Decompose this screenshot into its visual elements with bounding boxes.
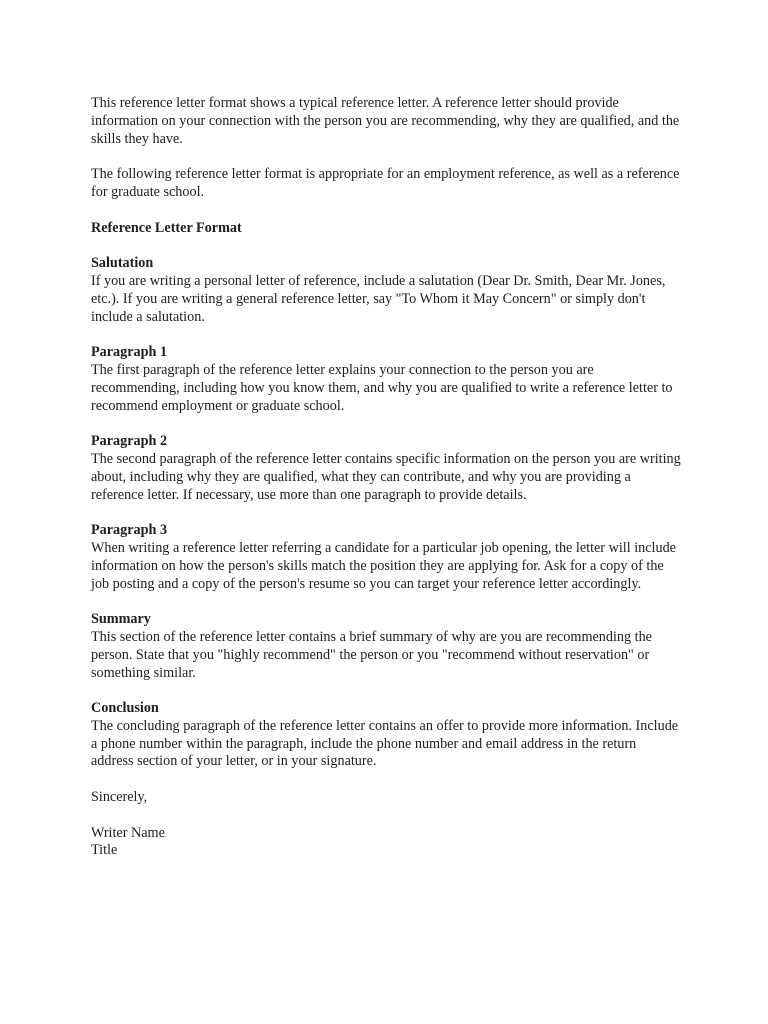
section-body: The second paragraph of the reference letter contains specific information on the person you are writing about, including why they are qualified, what they can contribute, and why you are providing a reference letter. If necessary, use more than one paragraph to provide details. <box>91 450 681 503</box>
section-heading: Paragraph 2 <box>91 433 168 450</box>
document-page <box>91 95 681 860</box>
section-body: When writing a reference letter referring a candidate for a particular job opening, the letter will include information on how the person's skills match the position they are applying for. Ask for a copy of the job posting and a copy of the person's resume so you can target your reference letter accordingly. <box>91 539 676 592</box>
section-paragraph-1 <box>91 344 681 415</box>
intro-paragraph-2: The following reference letter format is appropriate for an employment reference, as well as a reference for graduate school. <box>91 166 680 200</box>
section-heading: Conclusion <box>91 700 159 717</box>
section-conclusion <box>91 700 681 771</box>
section-heading: Paragraph 1 <box>91 344 168 361</box>
writer-name: Writer Name <box>91 824 165 841</box>
section-body: This section of the reference letter contains a brief summary of why are you are recommending the person. State that you "highly recommend" the person or you "recommend without reservation" or something similar. <box>91 628 652 681</box>
section-salutation <box>91 255 681 326</box>
writer-title: Title <box>91 842 118 859</box>
document-title: Reference Letter Format <box>91 219 242 236</box>
section-body: The first paragraph of the reference letter explains your connection to the person you are recommending, including how you know them, and why you are qualified to write a reference letter to recommend employment or graduate school. <box>91 361 673 414</box>
section-heading: Paragraph 3 <box>91 522 168 539</box>
section-paragraph-2 <box>91 433 681 504</box>
section-paragraph-3 <box>91 522 681 593</box>
section-body: If you are writing a personal letter of reference, include a salutation (Dear Dr. Smith, Dear Mr. Jones, etc.). If you are writing a general reference letter, say "To Whom it May Concern" or simply don't include a salutation. <box>91 272 666 325</box>
intro-paragraph-1: This reference letter format shows a typical reference letter. A reference letter should provide information on your connection with the person you are recommending, why they are qualified, and the skills they have. <box>91 95 680 147</box>
section-heading: Salutation <box>91 255 154 272</box>
section-body: The concluding paragraph of the reference letter contains an offer to provide more information. Include a phone number within the paragraph, include the phone number and email address in the return address section of your letter, or in your signature. <box>91 717 679 770</box>
signature-block <box>91 825 681 861</box>
closing-salutation: Sincerely, <box>91 789 148 806</box>
section-heading: Summary <box>91 611 151 628</box>
section-summary <box>91 611 681 682</box>
